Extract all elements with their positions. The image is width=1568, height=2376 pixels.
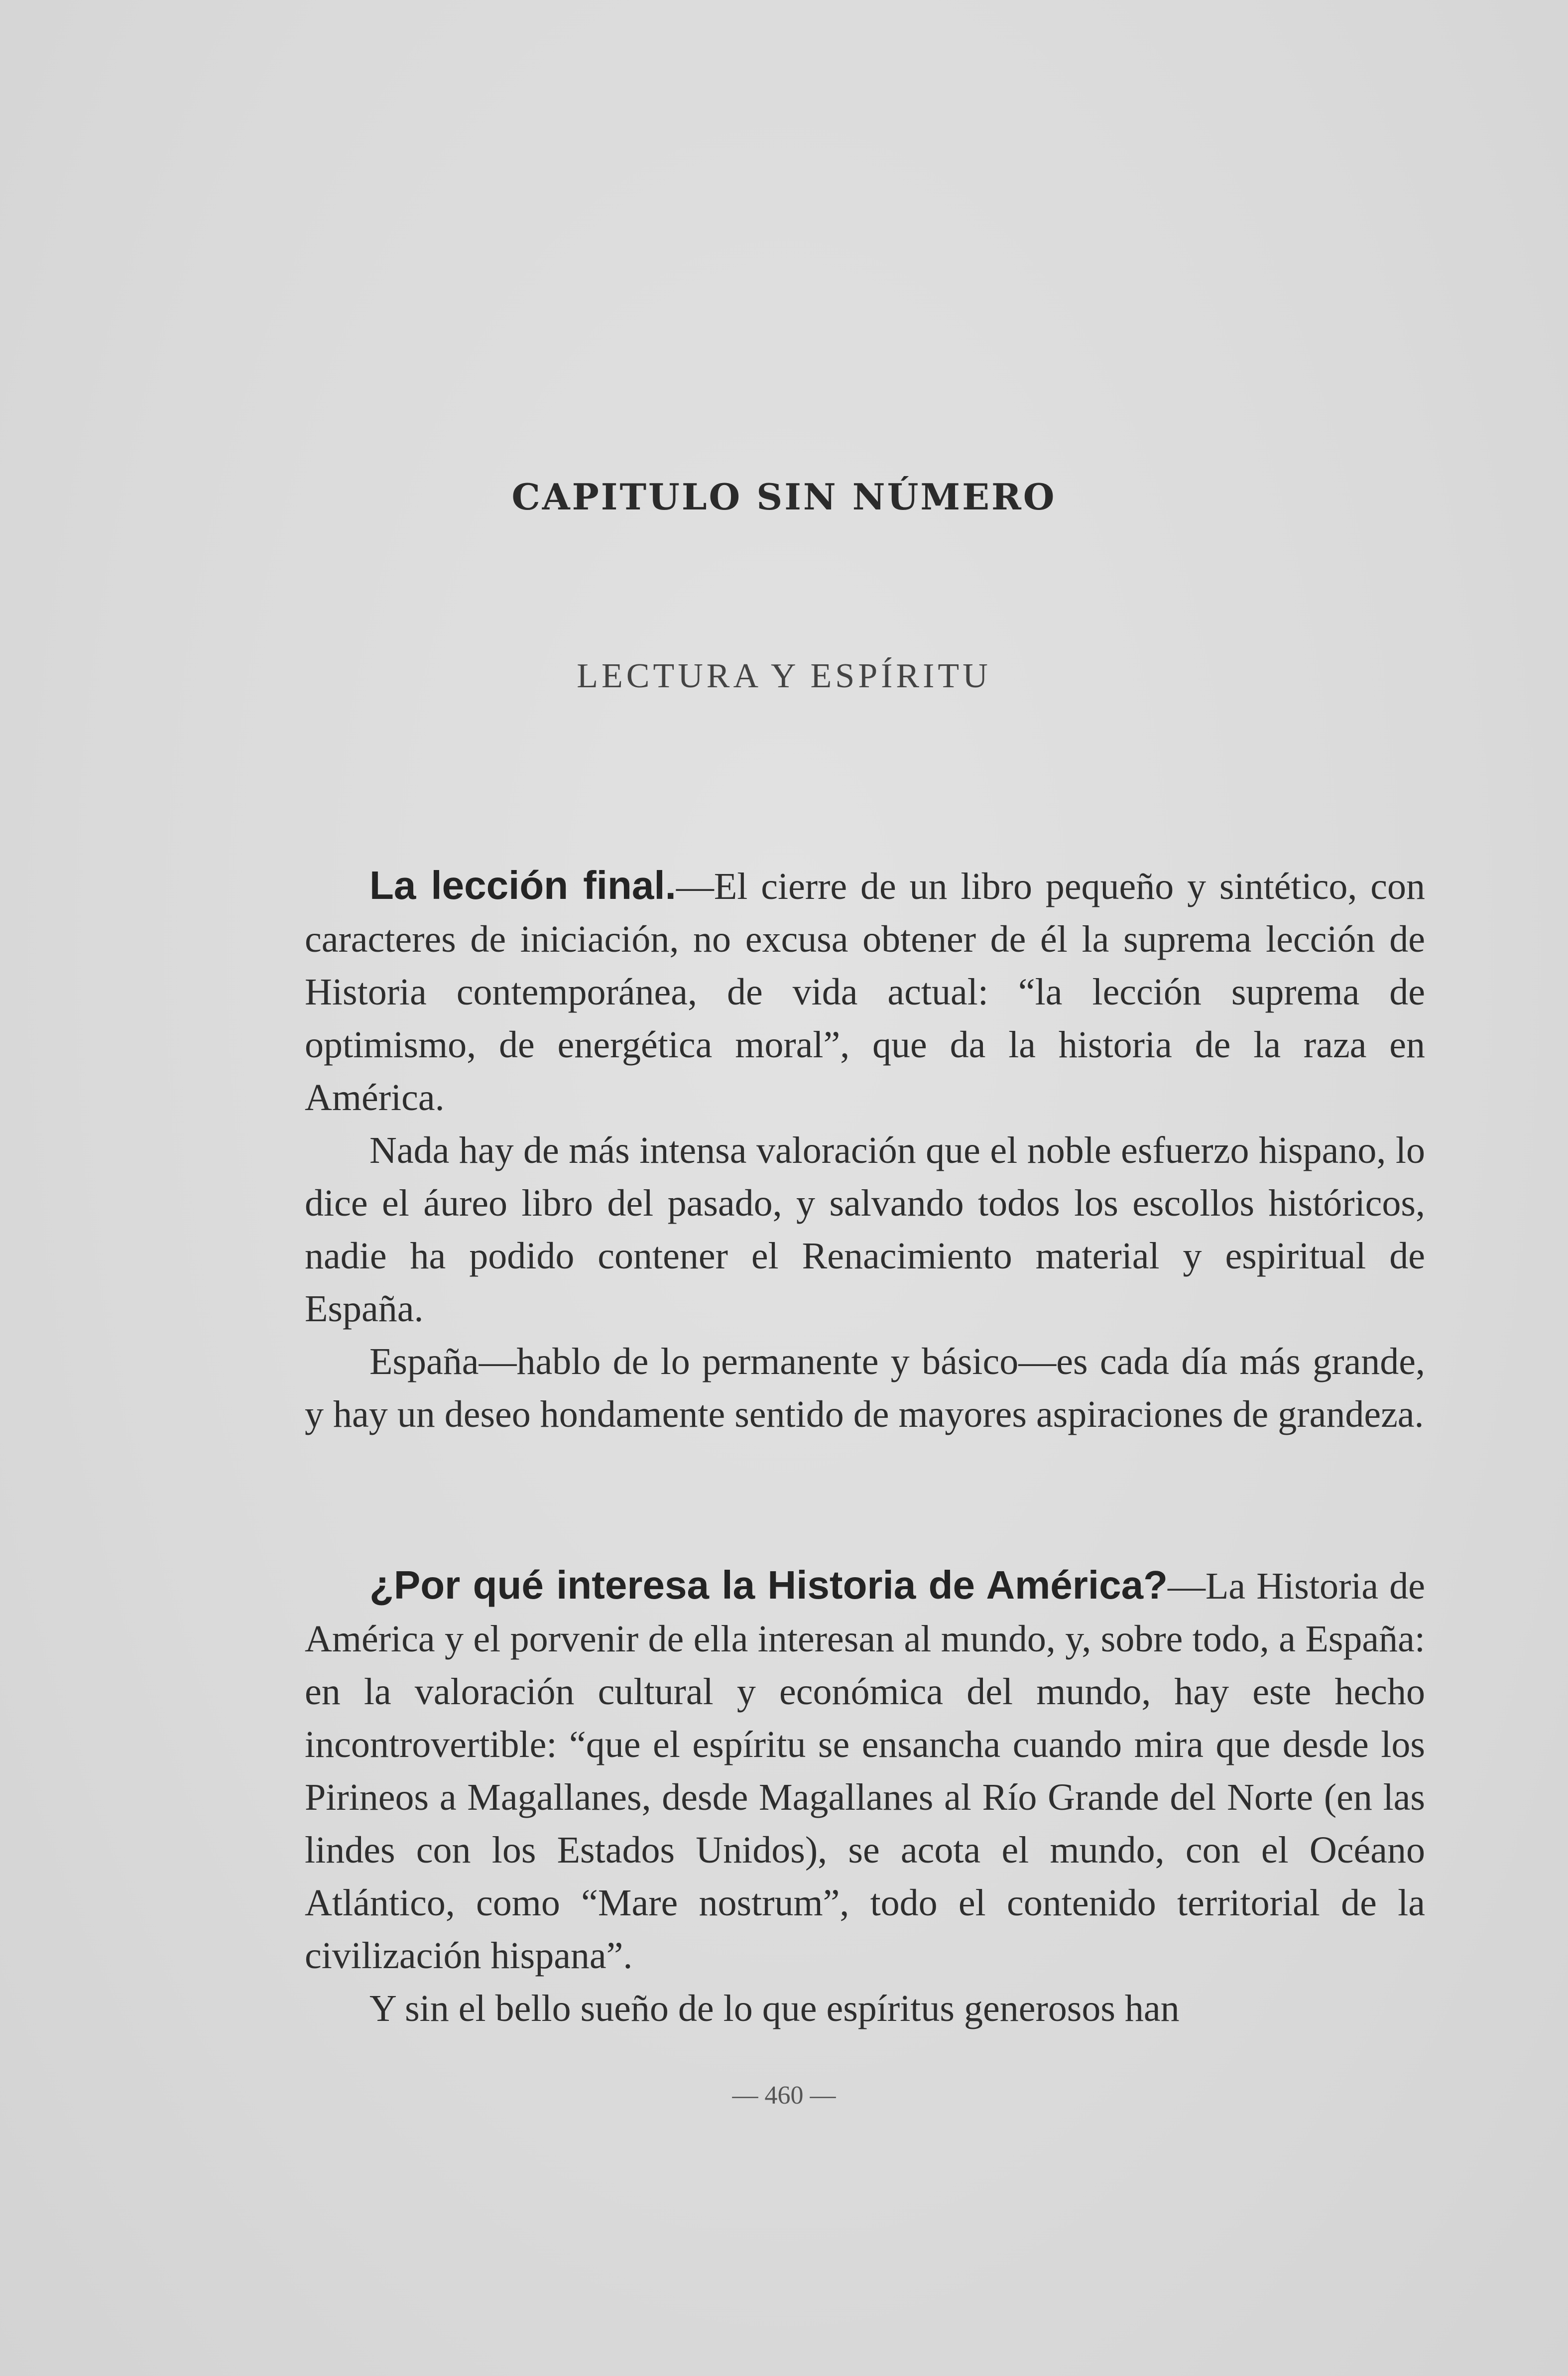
paragraph: España—hablo de lo permanente y básico—es cada día más grande, y hay un deseo hondamente sentido de mayores aspiraciones de grandeza.	[305, 1341, 1425, 1435]
paragraph: Nada hay de más intensa valoración que el noble esfuerzo hispano, lo dice el áureo libro del pasado, y salvando todos los escollos históricos, nadie ha podido contener el Renacimiento material y espiritual de España.	[305, 1129, 1425, 1330]
section-heading: ¿Por qué interesa la Historia de América?	[369, 1563, 1168, 1607]
section-title: LECTURA Y ESPÍRITU	[577, 657, 991, 695]
section-por-que-interesa	[305, 1559, 1425, 2035]
paragraph	[305, 859, 1425, 1124]
paragraph	[305, 1559, 1425, 1982]
section-leccion-final	[305, 859, 1425, 1441]
page-number: — 460 —	[732, 2081, 836, 2110]
paragraph: Y sin el bello sueño de lo que espíritus generosos han	[369, 1988, 1180, 2029]
section-heading: La lección final.	[369, 863, 676, 907]
chapter-title: CAPITULO SIN NÚMERO	[511, 476, 1057, 518]
paragraph-text: —El cierre de un libro pequeño y sintético, con caracteres de iniciación, no excusa obtener de él la suprema lección de Historia contemporánea, de vida actual: “la lección suprema de optimismo, de energética moral”, que da la historia de la raza en América.	[305, 866, 1425, 1119]
paragraph-text: —La Historia de América y el porvenir de ella interesan al mundo, y, sobre todo, a España: en la valoración cultural y económica del mundo, hay este hecho incontrovertible: “que el espíritu se ensancha cuando mira que desde los Pirineos a Magallanes, desde Magallanes al Río Grande del Norte (en las lindes con los Estados Unidos), se acota el mundo, con el Océano Atlántico, como “Mare nostrum”, todo el contenido territorial de la civilización hispana”.	[305, 1565, 1425, 1977]
